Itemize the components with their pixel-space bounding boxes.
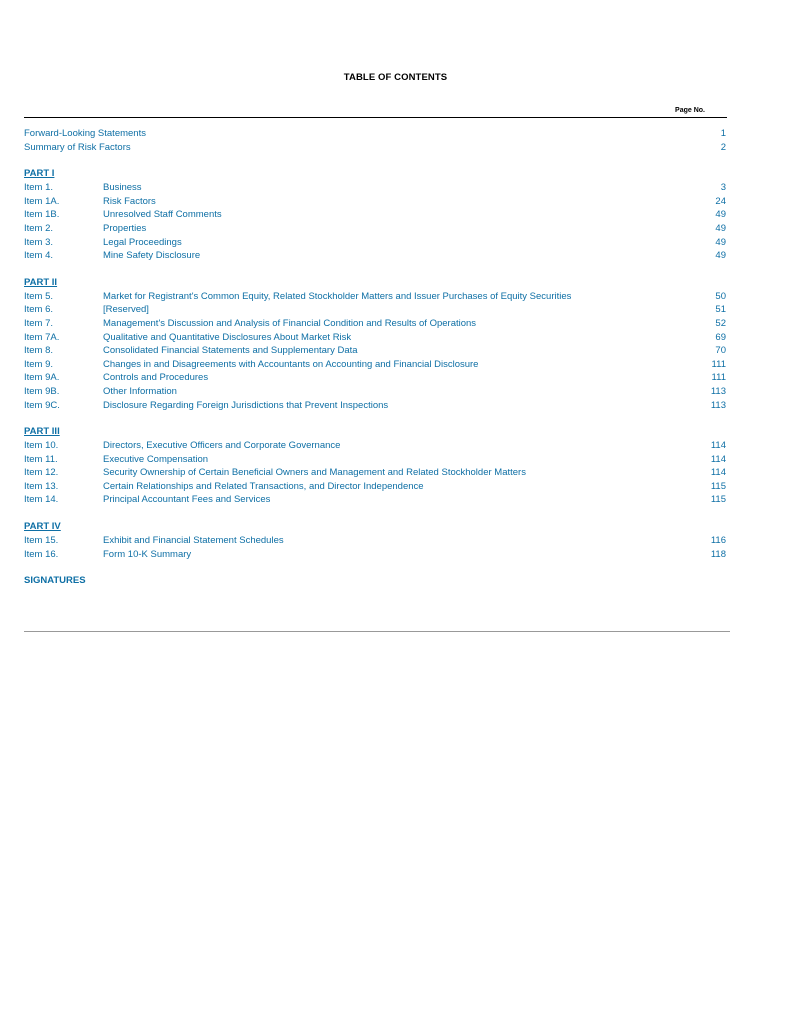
entry-title-link[interactable]: Mine Safety Disclosure xyxy=(103,250,201,262)
toc-row[interactable] xyxy=(24,493,726,507)
toc-row[interactable] xyxy=(24,453,726,467)
toc-row[interactable] xyxy=(24,208,726,222)
item-number[interactable]: Item 6. xyxy=(24,304,54,316)
entry-title-link[interactable]: Consolidated Financial Statements and Supplementary Data xyxy=(103,345,358,357)
entry-title-link[interactable]: Principal Accountant Fees and Services xyxy=(103,494,271,506)
intro-row[interactable] xyxy=(24,141,726,155)
page-number-link[interactable]: 49 xyxy=(715,250,726,262)
item-number[interactable]: Item 7. xyxy=(24,317,54,329)
entry-title-link[interactable]: Changes in and Disagreements with Accountants on Accounting and Financial Disclosure xyxy=(103,358,479,370)
toc-row[interactable] xyxy=(24,317,726,331)
item-number[interactable]: Item 9A. xyxy=(24,372,60,384)
part-heading-link[interactable]: PART IV xyxy=(24,521,61,533)
toc-row[interactable] xyxy=(24,466,726,480)
part-heading-link[interactable]: PART I xyxy=(24,168,55,180)
entry-title-link[interactable]: Form 10-K Summary xyxy=(103,548,192,560)
toc-row[interactable] xyxy=(24,385,726,399)
toc-body xyxy=(24,127,726,588)
item-number[interactable]: Item 11. xyxy=(24,453,58,465)
entry-title-link[interactable]: Other Information xyxy=(103,385,177,397)
toc-row[interactable] xyxy=(24,439,726,453)
item-number[interactable]: Item 16. xyxy=(24,548,59,560)
page-number-link[interactable]: 113 xyxy=(710,399,726,411)
entry-title-link[interactable]: Exhibit and Financial Statement Schedules xyxy=(103,535,284,547)
entry-title-link[interactable]: Legal Proceedings xyxy=(103,236,182,248)
toc-row[interactable] xyxy=(24,534,726,548)
item-number[interactable]: Item 1A. xyxy=(24,195,60,207)
entry-title-link[interactable]: Risk Factors xyxy=(103,195,156,207)
page-number-link[interactable]: 111 xyxy=(711,358,726,370)
toc-row[interactable] xyxy=(24,480,726,494)
part-heading-link[interactable]: PART II xyxy=(24,276,58,288)
toc-row[interactable] xyxy=(24,181,726,195)
item-number[interactable]: Item 7A. xyxy=(24,331,60,343)
page-number-link[interactable]: 49 xyxy=(715,209,726,221)
entry-title-link[interactable]: Certain Relationships and Related Transactions, and Director Independence xyxy=(103,480,424,492)
entry-title-link[interactable]: Market for Registrant's Common Equity, Related Stockholder Matters and Issuer Purchases of Equity Securities xyxy=(103,290,572,302)
toc-row[interactable] xyxy=(24,331,726,345)
page-number-link[interactable]: 3 xyxy=(720,182,726,194)
item-number[interactable]: Item 9B. xyxy=(24,385,60,397)
item-number[interactable]: Item 8. xyxy=(24,345,54,357)
item-number[interactable]: Item 9C. xyxy=(24,399,60,411)
item-number[interactable]: Item 14. xyxy=(24,494,59,506)
toc-row[interactable] xyxy=(24,249,726,263)
item-number[interactable]: Item 15. xyxy=(24,535,59,547)
entry-title-link[interactable]: Summary of Risk Factors xyxy=(24,141,131,153)
page-number-link[interactable]: 1 xyxy=(720,128,726,139)
entry-title-link[interactable]: Unresolved Staff Comments xyxy=(103,209,222,221)
page-number-link[interactable]: 51 xyxy=(715,304,726,316)
entry-title-link[interactable]: Management's Discussion and Analysis of Financial Condition and Results of Operations xyxy=(103,317,477,329)
entry-title-link[interactable]: Business xyxy=(103,182,142,194)
entry-title-link[interactable]: Executive Compensation xyxy=(103,453,209,465)
toc-row[interactable] xyxy=(24,344,726,358)
entry-title-link[interactable]: [Reserved] xyxy=(103,304,149,316)
page-number-link[interactable]: 49 xyxy=(715,236,726,248)
entry-title-link[interactable]: Disclosure Regarding Foreign Jurisdictions that Prevent Inspections xyxy=(103,399,389,411)
item-number[interactable]: Item 12. xyxy=(24,467,59,479)
item-number[interactable]: Item 3. xyxy=(24,236,54,248)
page-number-link[interactable]: 24 xyxy=(715,195,726,207)
page-number-link[interactable]: 49 xyxy=(715,222,726,234)
toc-row[interactable] xyxy=(24,222,726,236)
entry-title-link[interactable]: Forward-Looking Statements xyxy=(24,128,146,139)
entry-title-link[interactable]: Controls and Procedures xyxy=(103,372,209,384)
part-heading-link[interactable]: PART III xyxy=(24,426,60,438)
page-number-link[interactable]: 111 xyxy=(711,372,726,384)
entry-title-link[interactable]: Qualitative and Quantitative Disclosures About Market Risk xyxy=(103,331,352,343)
toc-row[interactable] xyxy=(24,303,726,317)
page-number-link[interactable]: 114 xyxy=(710,453,726,465)
footer-rule xyxy=(24,631,730,632)
entry-title-link[interactable]: Security Ownership of Certain Beneficial Owners and Management and Related Stockholder Matters xyxy=(103,467,526,479)
toc-row[interactable] xyxy=(24,371,726,385)
header-rule xyxy=(24,117,727,118)
page-number-link[interactable]: 113 xyxy=(710,385,726,397)
toc-row[interactable] xyxy=(24,195,726,209)
toc-row[interactable] xyxy=(24,399,726,413)
page-number-link[interactable]: 118 xyxy=(710,548,726,560)
intro-row[interactable] xyxy=(24,127,726,141)
item-number[interactable]: Item 1. xyxy=(24,182,54,194)
page-number-link[interactable]: 116 xyxy=(710,535,726,547)
parts-list xyxy=(24,167,726,561)
toc-row[interactable] xyxy=(24,358,726,372)
toc-row[interactable] xyxy=(24,290,726,304)
item-number[interactable]: Item 9. xyxy=(24,358,54,370)
toc-row[interactable] xyxy=(24,236,726,250)
page-number-link[interactable]: 115 xyxy=(710,480,726,492)
page-number-link[interactable]: 50 xyxy=(715,290,726,302)
item-number[interactable]: Item 10. xyxy=(24,440,59,452)
item-number[interactable]: Item 1B. xyxy=(24,209,60,221)
item-number[interactable]: Item 13. xyxy=(24,480,59,492)
page-number-link[interactable]: 69 xyxy=(715,331,726,343)
page-number-link[interactable]: 52 xyxy=(715,317,726,329)
page-number-link[interactable]: 70 xyxy=(715,345,726,357)
item-number[interactable]: Item 2. xyxy=(24,222,54,234)
item-number[interactable]: Item 4. xyxy=(24,250,54,262)
entry-title-link[interactable]: Properties xyxy=(103,222,147,234)
entry-title-link[interactable]: Directors, Executive Officers and Corporate Governance xyxy=(103,440,341,452)
page-title: TABLE OF CONTENTS xyxy=(343,72,448,83)
item-number[interactable]: Item 5. xyxy=(24,290,54,302)
page-number-link[interactable]: 114 xyxy=(710,467,726,479)
intro-list xyxy=(24,127,726,154)
page-number-link[interactable]: 2 xyxy=(720,141,726,153)
signatures-link[interactable]: SIGNATURES xyxy=(24,575,86,587)
page-number-link[interactable]: 114 xyxy=(710,440,726,452)
page-no-column-header: Page No. xyxy=(675,107,705,114)
page-number-link[interactable]: 115 xyxy=(710,494,726,506)
toc-row[interactable] xyxy=(24,548,726,562)
